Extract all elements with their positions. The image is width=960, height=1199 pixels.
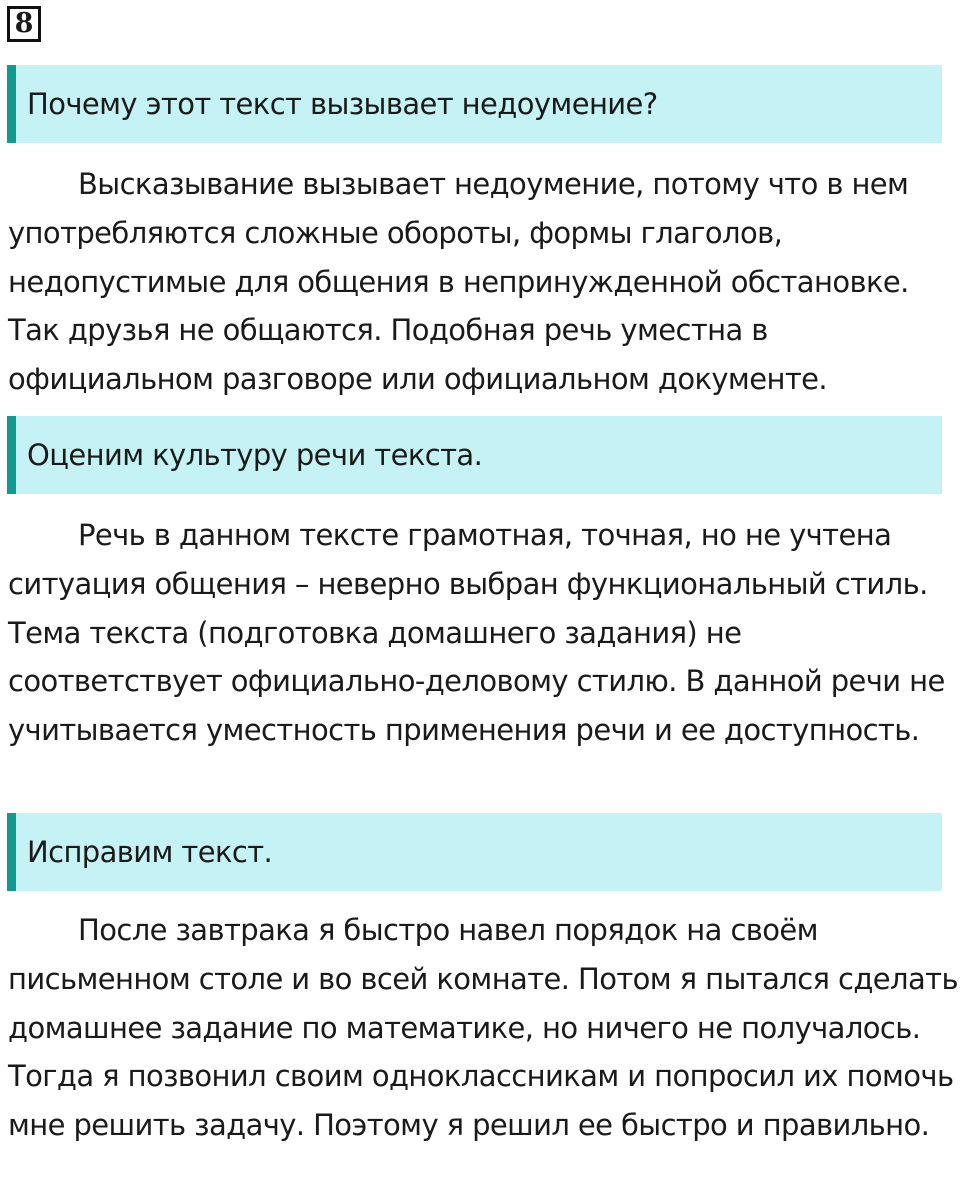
paragraph-text: После завтрака я быстро навел порядок на своём письменном столе и во всей комнате. Потом я пытался сделать домашнее задание по математике, но ничего не получалось. Тогда я позвонил своим одноклассникам и попросил их помочь мне решить задачу. Поэтому я решил ее быстро и правильно.: [8, 913, 958, 1143]
section-heading-text: Исправим текст.: [27, 835, 273, 869]
section-heading-question: [7, 65, 942, 143]
section-paragraph-explanation: [8, 160, 958, 404]
paragraph-text: Речь в данном тексте грамотная, точная, но не учтена ситуация общения – неверно выбран функциональный стиль. Тема текста (подготовка домашнего задания) не соответствует официально-деловому стилю. В данной речи не учитывается уместность применения речи и ее доступность.: [8, 518, 945, 748]
section-heading-correction: [7, 813, 942, 891]
paragraph-text: Высказывание вызывает недоумение, потому что в нем употребляются сложные обороты, формы глаголов, недопустимые для общения в непринужденной обстановке. Так друзья не общаются. Подобная речь уместна в официальном разговоре или официальном документе.: [8, 167, 909, 397]
section-heading-speech-culture: [7, 416, 942, 494]
section-paragraph-evaluation: [8, 511, 958, 755]
section-heading-text: Почему этот текст вызывает недоумение?: [27, 87, 658, 121]
section-heading-text: Оценим культуру речи текста.: [27, 438, 483, 472]
section-paragraph-corrected-text: [8, 906, 958, 1150]
task-number-badge: 8: [7, 6, 41, 42]
